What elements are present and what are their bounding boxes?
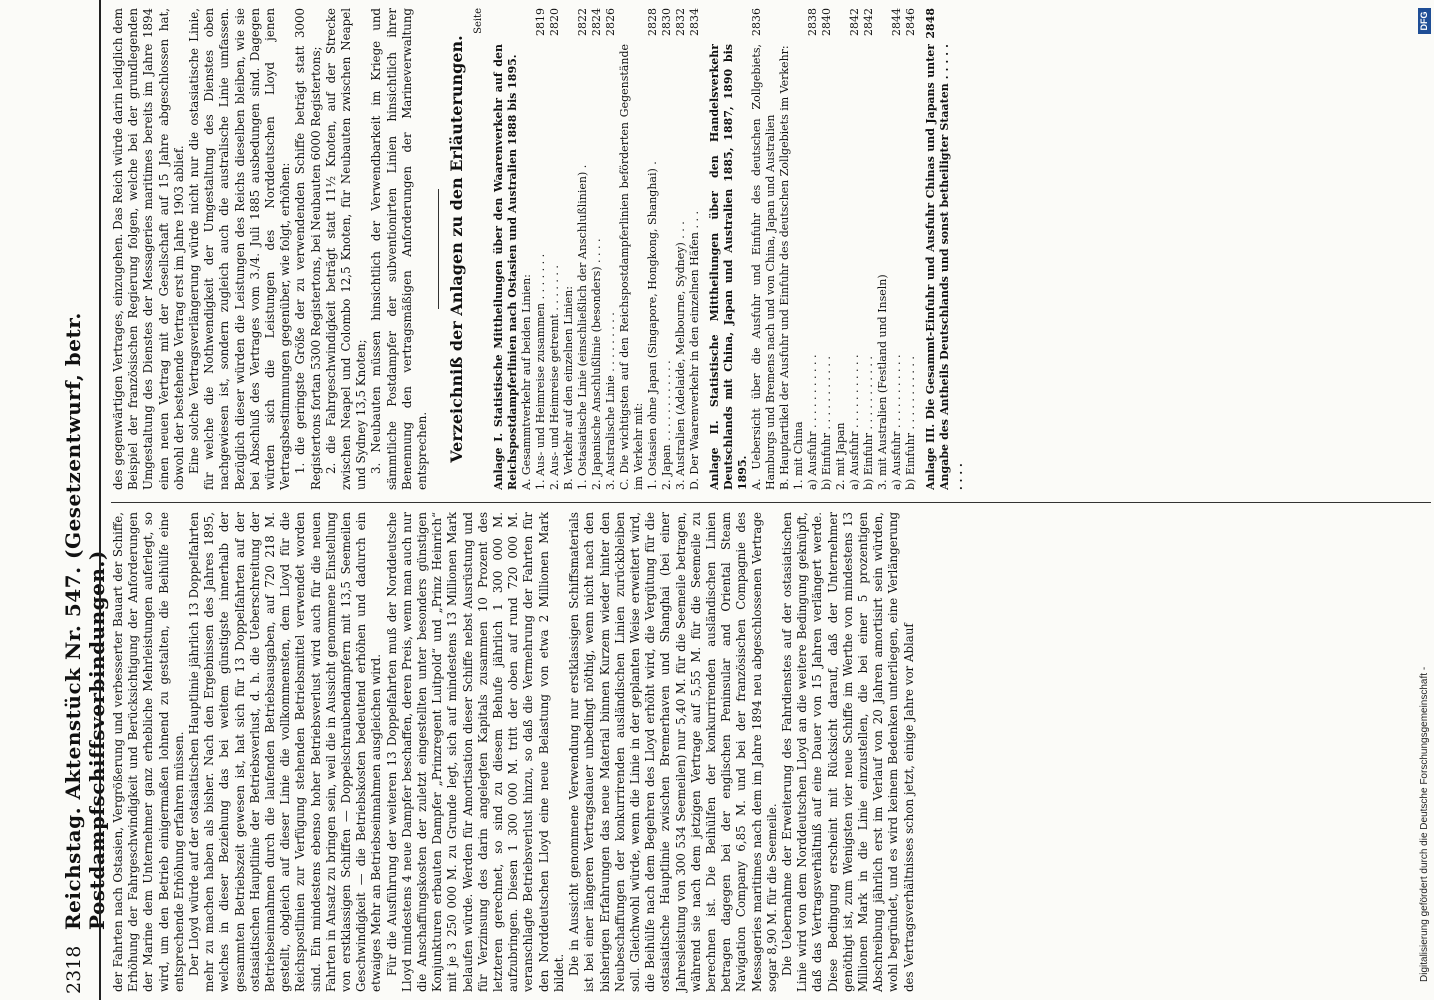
toc-heading: Verzeichniß der Anlagen zu den Erläuterungen. [447, 35, 467, 463]
toc-page-number [778, 8, 792, 44]
toc-entry-text: b) Einfuhr . . . . . . . . . . . [820, 356, 834, 490]
toc-row [708, 8, 750, 490]
paragraph: Für die Ausführung der weiteren 13 Doppelfahrten muß der Norddeutsche Lloyd mindestens 4 neue Dampfer beschaffen, deren Preis, wenn man auch nur die Anschaffungskosten der zuletzt eingestellten unter besonders günstigen Konjunkturen erbauten Dampfer „Prinzregent Luitpold“ und „Prinz Heinrich“ mit je 3 250 000 M. zu Grunde legt, sich auf mindestens 13 Millionen Mark belaufen würde. Werden für Amortisation dieser Schiffe nebst Ausrüstung und für Verzinsung des darin angelegten Kapitals zusammen 10 Prozent des letzteren gerechnet, so sind zu diesem Behufe jährlich 1 300 000 M. aufzubringen. Diesen 1 300 000 M. tritt der oben auf rund 720 000 M. veranschlagte Betriebsverlust hinzu, so daß die Vermehrung der Fahrten für den Norddeutschen Lloyd eine neue Belastung von etwa 2 Millionen Mark bildet. [384, 512, 566, 992]
toc-row [492, 8, 520, 490]
toc-entry-text: Anlage II. Statistische Mittheilungen über den Handelsverkehr Deutschlands mit China, Japan und Australien 1885, 1887, 1890 bis 1895. [708, 44, 750, 490]
paragraph: Eine solche Vertragsverlängerung würde nicht nur die ostasiatische Linie, für welche die Nothwendigkeit der Umgestaltung des Dienstes oben nachgewiesen ist, sondern zugleich auch die australische Linie umfassen. Bezüglich dieser würden die Leistungen des Reichs dieselben bleiben, wie sie bei Abschluß des Vertrages vom 3./4. Juli 1885 ausbedungen sind. Dagegen würden sich die Leistungen des Norddeutschen Lloyd jenen Vertragsbestimmungen gegenüber, wie folgt, erhöhen: [187, 8, 293, 490]
toc-row [520, 8, 534, 490]
toc-row [646, 8, 660, 490]
toc-row [806, 8, 820, 490]
seite-label: Seite [473, 8, 485, 34]
annex-table-of-contents [472, 8, 966, 490]
header-rule [99, 0, 101, 1000]
dfg-logo: DFG [1418, 8, 1431, 34]
toc-page-number [792, 8, 806, 44]
toc-row [562, 8, 576, 490]
toc-entry-text: 2. Aus- und Heimreise getrennt . . . . . . . [548, 265, 562, 490]
funding-stripe [1418, 0, 1434, 1000]
running-title: Reichstag. Aktenstück Nr. 547. (Gesetzentwurf, betr. Postdampfschiffsverbindungen.) [61, 312, 109, 930]
toc-page-number: 2834 [688, 8, 702, 36]
toc-page-number: 2819 [534, 8, 548, 36]
toc-row [862, 8, 876, 490]
toc-page-number: 2830 [660, 8, 674, 36]
toc-page-number: 2842 [848, 8, 862, 36]
toc-row [688, 8, 702, 490]
toc-row [820, 8, 834, 490]
toc-row [778, 8, 792, 490]
toc-page-number [876, 8, 890, 44]
toc-entry-text: 3. Australien (Adelaide, Melbourne, Sydney) . . . [674, 221, 688, 490]
toc-entry-text: 3. Australische Linie . . . . . . . . . [604, 312, 618, 490]
paragraph: Die Uebernahme der Erweiterung des Fahrdienstes auf der ostasiatischen Linie wird von dem Norddeutschen Lloyd an die weitere Bedingung geknüpft, daß das Vertragsverhältniß auf eine Dauer von 15 Jahren verlängert werde. Diese Bedingung erscheint mit Rücksicht darauf, daß der Unternehmer genöthigt ist, zum Wenigsten vier neue Schiffe im Werthe von mindestens 13 Millionen Mark in die Linie einzustellen, die bei einer 5 prozentigen Abschreibung jährlich erst im Verlauf von 20 Jahren amortisirt sein würden, wohl begründet, und es wird keinem Bedenken unterliegen, eine Verlängerung des Vertragsverhältnisses schon jetzt, einige Jahre vor Ablauf [779, 512, 916, 992]
toc-row [618, 8, 646, 490]
toc-entry-text: 2. mit Japan [834, 422, 848, 490]
toc-row [890, 8, 904, 490]
right-column [111, 8, 966, 490]
toc-page-number [708, 8, 750, 44]
toc-entry-text: 1. Aus- und Heimreise zusammen . . . . . . . [534, 253, 548, 490]
left-text-column [111, 512, 917, 992]
section-rule [438, 189, 439, 309]
paragraph: der Fahrten nach Ostasien, Vergrößerung und verbesserter Bauart der Schiffe, Erhöhung der Fahrgeschwindigkeit und Berücksichtigung der Anforderungen der Marine dem Unternehmer ganz erhebliche Mehrleistungen auferlegt, so wird, um den Betrieb einigermaßen lohnend zu gestalten, die Beihülfe eine entsprechende Erhöhung erfahren müssen. [111, 512, 186, 992]
right-text-block [111, 8, 430, 490]
paragraph: 3. Neubauten müssen hinsichtlich der Verwendbarkeit im Kriege und sämmtliche Postdampfer der subventionirten Linien hinsichtlich ihrer Benennung den vertragsmäßigen Anforderungen der Marineverwaltung entsprechen. [369, 8, 430, 490]
toc-page-number: 2836 [750, 8, 764, 36]
toc-row [792, 8, 806, 490]
toc-page-number: 2846 [904, 8, 918, 36]
page-header [55, 20, 109, 1000]
column-divider [111, 502, 1431, 503]
toc-page-number: 2838 [806, 8, 820, 36]
toc-row [534, 8, 548, 490]
toc-entry-text: Anlage III. Die Gesammt-Einfuhr und Ausfuhr Chinas und Japans unter Angabe des Antheils Deutschlands und sonst betheiligter Staaten . . . . . . . . . [924, 44, 966, 490]
toc-page-number [834, 8, 848, 44]
toc-row [876, 8, 890, 490]
toc-page-number: 2824 [590, 8, 604, 36]
toc-row [576, 8, 590, 490]
toc-page-number [618, 8, 646, 44]
toc-page-number: 2832 [674, 8, 688, 36]
toc-entry-text: b) Einfuhr . . . . . . . . . . . [904, 356, 918, 490]
toc-page-number: 2840 [820, 8, 834, 36]
toc-entry-text: D. Der Waarenverkehr in den einzelnen Häfen . . . [688, 211, 702, 490]
toc-entry-text: B. Hauptartikel der Ausfuhr und Einfuhr des deutschen Zollgebiets im Verkehr: [778, 45, 792, 490]
toc-row [548, 8, 562, 490]
toc-entry-text: 2. Japan . . . . . . . . . . . . [660, 360, 674, 490]
toc-entry-text: A. Uebersicht über die Ausfuhr und Einfuhr des deutschen Zollgebiets, Hamburgs und Bremens nach und von China, Japan und Australien [750, 44, 778, 490]
paragraph: Die in Aussicht genommene Verwendung nur erstklassigen Schiffsmaterials ist bei einer längeren Vertragsdauer unbedingt nöthig, wenn nicht nach den bisherigen Erfahrungen das neue Material binnen Kurzem wieder hinter den Neubeschaffungen der konkurrirenden ausländischen Linien zurückbleiben soll. Gleichwohl würde, wenn die Linie in der geplanten Weise erweitert wird, die Beihülfe nach dem Begehren des Lloyd erhöht wird, die Vergütung für die ostasiatische Hauptlinie zwischen Bremerhaven und Shanghai (bei einer Jahresleistung von 300 534 Seemeilen) nur 5,40 M. für die Seemeile betragen, während sie nach dem jetzigen Vertrage auf 5,55 M. für die Seemeile zu berechnen ist. Die Beihülfen der konkurrirenden ausländischen Linien betragen dagegen bei der englischen Peninsular and Oriental Steam Navigation Company 6,85 M. und bei der französischen Compagnie des Messageries maritimes nach dem im Jahre 1894 neu abgeschlossenen Vertrage sogar 8,90 M. für die Seemeile. [567, 512, 779, 992]
toc-entry-text: 2. Japanische Anschlußlinie (besonders) . . . . [590, 238, 604, 490]
paragraph: 2. die Fahrgeschwindigkeit beträgt statt 11½ Knoten, auf der Strecke zwischen Neapel und Colombo 12,5 Knoten, für Neubauten zwischen Neapel und Sydney 13,5 Knoten; [323, 8, 369, 490]
toc-row [834, 8, 848, 490]
toc-entry-text: 1. Ostasiatische Linie (einschließlich der Anschlußlinien) . [576, 164, 590, 490]
toc-row [924, 8, 966, 490]
toc-row [674, 8, 688, 490]
toc-row [904, 8, 918, 490]
paragraph: 1. die geringste Größe der zu verwendenden Schiffe beträgt statt 3000 Registertons fortan 5300 Registertons, bei Neubauten 6000 Registertons; [293, 8, 323, 490]
paragraph: Der Lloyd würde auf der ostasiatischen Hauptlinie jährlich 13 Doppelfahrten mehr zu machen haben als bisher. Nach den Ergebnissen des Jahres 1895, welches in dieser Beziehung das bei weitem günstigste innerhalb der gesammten Betriebszeit gewesen ist, hat sich für 13 Doppelfahrten auf der ostasiatischen Hauptlinie der Betriebsverlust, d. h. die Ueberschreitung der Betriebseinnahmen durch die laufenden Betriebsausgaben, auf 720 218 M. gestellt, obgleich auf dieser Linie die vollkommensten, dem Lloyd für die Reichspostlinien zur Verfügung stehenden Betriebsmittel verwendet worden sind. Ein mindestens ebenso hoher Betriebsverlust wird auch für die neuen Fahrten in Ansatz zu bringen sein, weil die in Aussicht genommene Einstellung von erstklassigen Schiffen — Doppelschraubendampfern mit 13,5 Seemeilen Geschwindigkeit — die Betriebskosten bedeutend erhöhen und dadurch ein etwaiges Mehr an Betriebseinnahmen ausgleichen wird. [187, 512, 384, 992]
toc-entry-text: a) Ausfuhr . . . . . . . . . . . [848, 354, 862, 490]
toc-page-number [562, 8, 576, 44]
toc-row [660, 8, 674, 490]
toc-page-number: 2828 [646, 8, 660, 36]
funding-note: Digitalisierung gefördert durch die Deutsche Forschungsgemeinschaft - [1419, 666, 1430, 982]
toc-row [590, 8, 604, 490]
toc-entry-text: a) Ausfuhr . . . . . . . . . . . [806, 354, 820, 490]
toc-page-number [520, 8, 534, 44]
page-number: 2318 [63, 945, 85, 994]
toc-row [848, 8, 862, 490]
toc-page-number: 2820 [548, 8, 562, 36]
toc-entry-text: 1. Ostasien ohne Japan (Singapore, Hongkong, Shanghai) . [646, 161, 660, 490]
toc-page-number: 2822 [576, 8, 590, 36]
rotated-document-page [55, 0, 1434, 1000]
toc-page-number: 2842 [862, 8, 876, 36]
toc-entry-text: A. Gesammtverkehr auf beiden Linien: [520, 274, 534, 490]
toc-entry-text: Anlage I. Statistische Mittheilungen über den Waarenverkehr auf den Reichspostdampferlinien nach Ostasien und Australien 1888 bis 1895. [492, 44, 520, 490]
paragraph: des gegenwärtigen Vertrages, einzugehen. Das Reich würde darin lediglich dem Beispiel der französischen Regierung folgen, welche bei der grundlegenden Umgestaltung des Dienstes der Messageries maritimes bereits im Jahre 1894 einen neuen Vertrag mit der Gesellschaft auf 15 Jahre abgeschlossen hat, obwohl der bestehende Vertrag erst im Jahre 1903 ablief. [111, 8, 186, 490]
toc-entry-text: 1. mit China [792, 421, 806, 490]
toc-entry-text: C. Die wichtigsten auf den Reichspostdampferlinien beförderten Gegenstände im Verkehr mit: [618, 44, 646, 490]
toc-row [604, 8, 618, 490]
toc-entry-text: B. Verkehr auf den einzelnen Linien: [562, 286, 576, 490]
toc-page-number [492, 8, 520, 44]
toc-page-number: 2826 [604, 8, 618, 36]
toc-page-number: 2844 [890, 8, 904, 36]
toc-entry-text: a) Ausfuhr . . . . . . . . . . . [890, 354, 904, 490]
toc-page-number: 2848 [924, 8, 938, 39]
toc-entry-text: 3. mit Australien (Festland und Inseln) [876, 274, 890, 490]
toc-row [750, 8, 778, 490]
toc-entry-text: b) Einfuhr . . . . . . . . . . . [862, 356, 876, 490]
